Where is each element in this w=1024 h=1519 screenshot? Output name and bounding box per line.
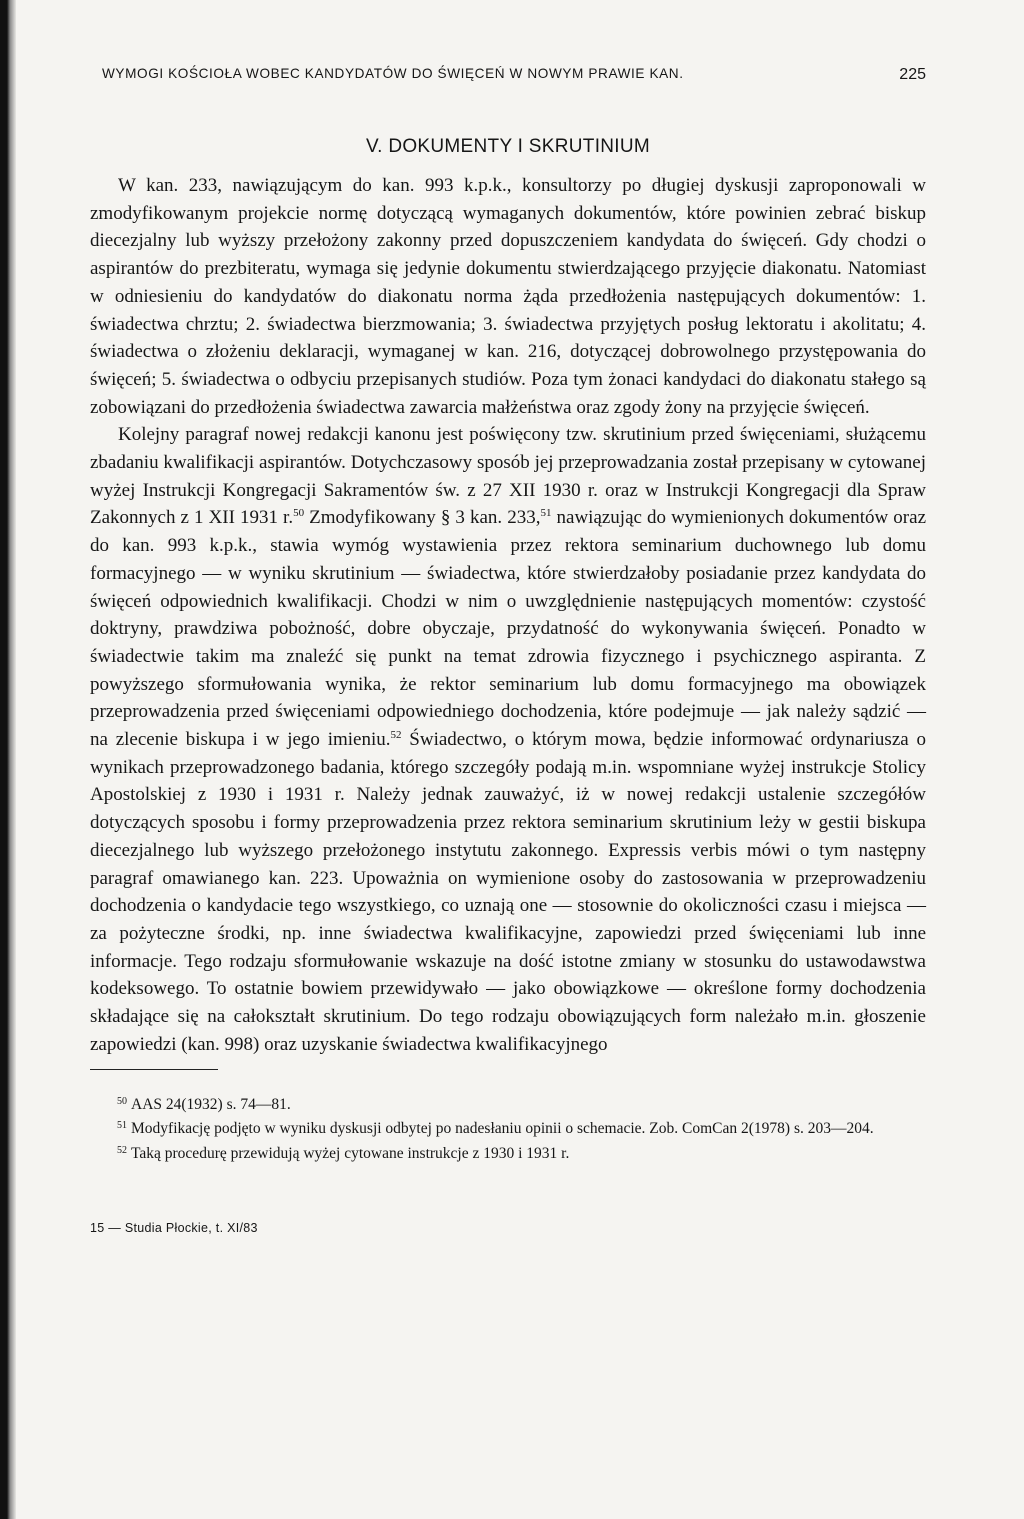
paragraph-text: Zmodyfikowany § 3 kan. 233, [304, 507, 541, 529]
footnotes [90, 1092, 926, 1165]
footnote [90, 1141, 926, 1165]
paragraph-text: W kan. 233, nawiązującym do kan. 993 k.p.k., konsultorzy po długiej dyskusji zaproponowali w zmodyfikowanym projekcie normę dotyczącą wymaganych dokumentów, które powinien zebrać biskup diecezjalny lub wyższy przełożony zakonny przed dopuszczeniem kandydata do święceń. Gdy chodzi o aspirantów do prezbiteratu, wymaga się jedynie dokumentu stwierdzającego przyjęcie diakonatu. Natomiast w odniesieniu do kandydatów do diakonatu norma żąda przedłożenia następujących dokumentów: 1. świadectwa chrztu; 2. świadectwa bierzmowania; 3. świadectwa przyjętych posług lektoratu i akolitatu; 4. świadectwa o złożeniu deklaracji, wymaganej w kan. 216, dotyczącej dobrowolnego przystępowania do święceń; 5. świadectwa o odbyciu przepisanych studiów. Poza tym żonaci kandydaci do diakonatu stałego są zobowiązani do przedłożenia świadectwa zawarcia małżeństwa oraz zgody żony na przyjęcie święceń. [90, 175, 926, 418]
binding-edge [0, 0, 16, 1519]
printer-signature: 15 — Studia Płockie, t. XI/83 [90, 1221, 258, 1235]
paragraph-text: nawiązując do wymienionych dokumentów oraz do kan. 993 k.p.k., stawia wymóg wystawienia przez rektora seminarium duchownego lub domu formacyjnego — w wyniku skrutinium — świadectwa, które stwierdzałoby posiadanie przez kandydata do święceń odpowiednich kwalifikacji. Chodzi w nim o uwzględnienie następujących momentów: czystość doktryny, prawdziwa pobożność, dobre obyczaje, przydatność do wykonywania święceń. Ponadto w świadectwie takim ma znaleźć się punkt na temat zdrowia fizycznego i psychicznego aspiranta. Z powyższego sformułowania wynika, że rektor seminarium lub domu formacyjnego ma obowiązek przeprowadzenia przed święceniami odpowiedniego dochodzenia, które podejmuje — jak należy sądzić — na zlecenie biskupa i w jego imieniu. [90, 507, 927, 751]
paragraph [90, 421, 926, 1058]
footnote [90, 1092, 926, 1116]
paragraph [90, 172, 926, 421]
paragraph-text: Świadectwo, o którym mowa, będzie informować ordynariusza o wynikach przeprowadzonego badania, którego szczegóły podają m.in. wspomniane wyżej instrukcje Stolicy Apostolskiej z 1930 i 1931 r. Należy jednak zauważyć, iż w nowej redakcji ustalenie szczegółów dotyczących sposobu i formy przeprowadzenia przez rektora seminarium skrutinium leży w gestii biskupa diecezjalnego lub wyższego przełożonego instytutu zakonnego. Expressis verbis mówi o tym następny paragraf omawianego kan. 223. Upoważnia on wymienione osoby do zastosowania w przeprowadzeniu dochodzenia o kandydacie tego wszystkiego, co uznają one — stosownie do okoliczności czasu i miejsca — za pożyteczne środki, np. inne świadectwa kwalifikacyjne, zapowiedzi przed święceniami lub inne informacje. Tego rodzaju sformułowanie wskazuje na dość istotne zmiany w stosunku do ustawodawstwa kodeksowego. To ostatnie bowiem przewidywało — jako obowiązkowe — określone formy dochodzenia składające się na całokształt skrutinium. Do tego rodzaju obowiązujących form należało m.in. głoszenie zapowiedzi (kan. 998) oraz uzyskanie świadectwa kwalifikacyjnego [90, 729, 926, 1055]
footnote-ref: 52 [390, 729, 402, 742]
section-title: V. DOKUMENTY I SKRUTINIUM [365, 136, 651, 157]
footnote-number: 52 [117, 1144, 127, 1156]
running-head [90, 60, 926, 96]
body-text [90, 172, 926, 1059]
footnote [90, 1116, 926, 1140]
page [90, 60, 926, 1235]
footnote-ref: 51 [540, 507, 552, 520]
running-title: WYMOGI KOŚCIOŁA WOBEC KANDYDATÓW DO ŚWIĘCEŃ W NOWYM PRAWIE KAN. [102, 66, 684, 81]
footnote-rule [90, 1069, 218, 1070]
footnote-text: Modyfikację podjęto w wyniku dyskusji odbytej po nadesłaniu opinii o schemacie. Zob. ComCan 2(1978) s. 203—204. [131, 1120, 874, 1137]
footnote-number: 51 [117, 1120, 127, 1131]
paragraph-text: Kolejny paragraf nowej redakcji kanonu jest poświęcony tzw. skrutinium przed święceniami, służącemu zbadaniu kwalifikacji aspirantów. Dotychczasowy sposób jej przeprowadzania został przepisany w cytowanej wyżej Instrukcji Kongregacji Sakramentów św. z 27 XII 1930 r. oraz w Instrukcji Kongregacji dla Spraw Zakonnych z 1 XII 1931 r. [90, 424, 926, 529]
footnote-ref: 50 [293, 507, 305, 520]
footnote-text: Taką procedurę przewidują wyżej cytowane instrukcje z 1930 i 1931 r. [131, 1144, 570, 1162]
footnote-text: AAS 24(1932) s. 74—81. [131, 1095, 291, 1113]
page-number: 225 [899, 66, 926, 83]
footnote-number: 50 [117, 1095, 127, 1107]
